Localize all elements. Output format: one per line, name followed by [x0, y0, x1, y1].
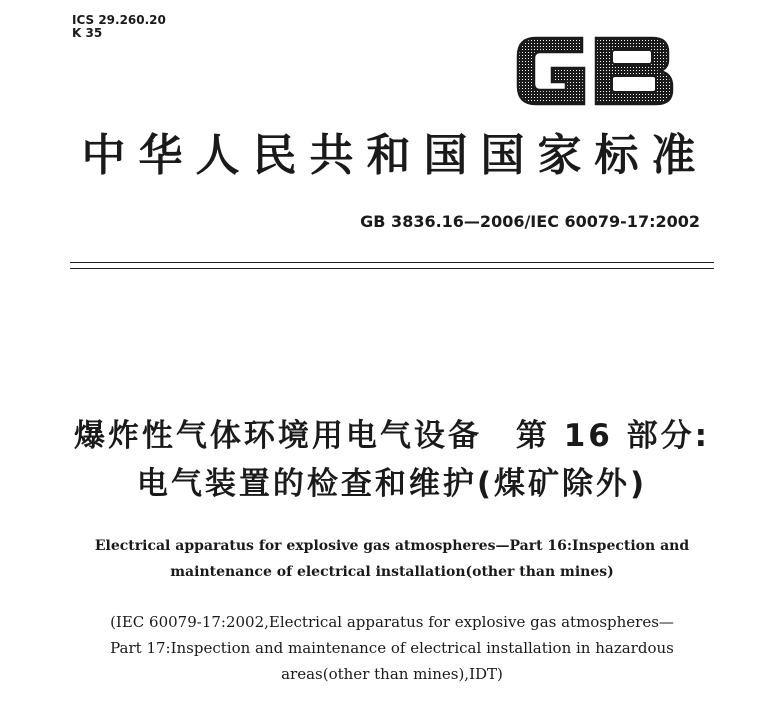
ics-code: ICS 29.260.20: [72, 13, 166, 27]
ccs-code: K 35: [72, 26, 103, 40]
chinese-title-line-1: 爆炸性气体环境用电气设备 第 16 部分:: [73, 418, 711, 454]
equivalence-line-3: areas(other than mines),IDT): [281, 665, 503, 683]
equivalence-line-1: (IEC 60079-17:2002,Electrical apparatus for explosive gas atmospheres—: [110, 613, 674, 631]
header-divider: [70, 262, 714, 263]
gb-logo: [512, 30, 678, 110]
logo-letter-b: [596, 38, 672, 104]
standard-number: GB 3836.16—2006/IEC 60079-17:2002: [360, 212, 700, 231]
chinese-title-line-2: 电气装置的检查和维护(煤矿除外): [136, 466, 648, 502]
country-standard-title: 中华人民共和国国家标准: [81, 130, 709, 181]
equivalence-line-2: Part 17:Inspection and maintenance of electrical installation in hazardous: [110, 639, 674, 657]
logo-letter-g: [518, 38, 584, 104]
classification-codes: [72, 14, 166, 40]
english-title-line-1: Electrical apparatus for explosive gas atmospheres—Part 16:Inspection and: [94, 538, 690, 554]
header-divider-secondary: [70, 268, 714, 269]
english-title-line-2: maintenance of electrical installation(other than mines): [170, 564, 614, 580]
